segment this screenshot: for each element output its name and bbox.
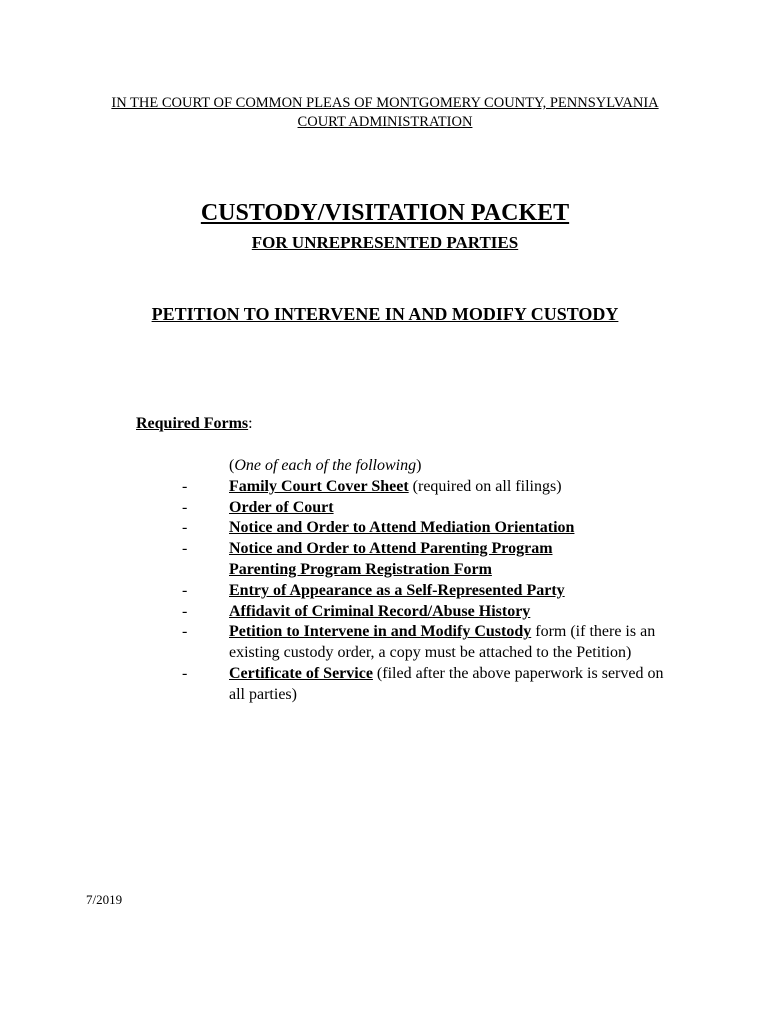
- form-note: (required on all filings): [408, 477, 562, 495]
- list-bullet: -: [182, 664, 188, 682]
- form-name: Entry of Appearance as a Self-Represented Party: [229, 581, 565, 599]
- form-name: Petition to Intervene in and Modify Custody: [229, 623, 532, 641]
- list-item: [180, 581, 680, 602]
- required-forms-colon: :: [248, 415, 253, 432]
- packet-subtitle: FOR UNREPRESENTED PARTIES: [251, 233, 519, 252]
- required-forms-list: [180, 456, 680, 706]
- form-name: Notice and Order to Attend Parenting Program: [229, 540, 553, 558]
- list-item: [180, 477, 680, 498]
- revision-date: 7/2019: [86, 892, 123, 907]
- list-bullet: -: [182, 602, 188, 620]
- form-note: form (if there is an existing custody order, a copy must be attached to the Petition): [229, 623, 656, 662]
- form-name: Family Court Cover Sheet: [229, 477, 409, 495]
- list-bullet: -: [182, 477, 188, 495]
- list-bullet: -: [182, 623, 188, 641]
- list-bullet: -: [182, 581, 188, 599]
- required-forms-heading: [136, 415, 253, 433]
- list-intro-text: One of each of the following: [234, 457, 417, 474]
- court-header: [0, 94, 770, 132]
- list-bullet: -: [182, 519, 188, 537]
- form-note: (filed after the above paperwork is served on all parties): [229, 664, 664, 703]
- court-name: IN THE COURT OF COMMON PLEAS OF MONTGOMERY COUNTY, PENNSYLVANIA: [111, 95, 659, 111]
- list-item: [180, 498, 680, 519]
- court-administration: COURT ADMINISTRATION: [297, 114, 473, 130]
- list-intro: (One of each of the following): [229, 457, 422, 474]
- required-forms-label: Required Forms: [136, 415, 249, 432]
- form-name: Certificate of Service: [229, 664, 373, 682]
- packet-title: CUSTODY/VISITATION PACKET: [200, 200, 570, 226]
- form-name-sub: Parenting Program Registration Form: [229, 560, 492, 578]
- form-name: Notice and Order to Attend Mediation Orientation: [229, 519, 575, 537]
- form-name: Order of Court: [229, 498, 334, 516]
- list-item: [180, 602, 680, 623]
- list-bullet: -: [182, 498, 188, 516]
- petition-title: PETITION TO INTERVENE IN AND MODIFY CUSTODY: [151, 304, 619, 324]
- list-item: [180, 622, 680, 664]
- list-item: [180, 664, 680, 706]
- list-item: [180, 539, 680, 581]
- list-bullet: -: [182, 540, 188, 558]
- list-item: [180, 518, 680, 539]
- form-name: Affidavit of Criminal Record/Abuse History: [229, 602, 531, 620]
